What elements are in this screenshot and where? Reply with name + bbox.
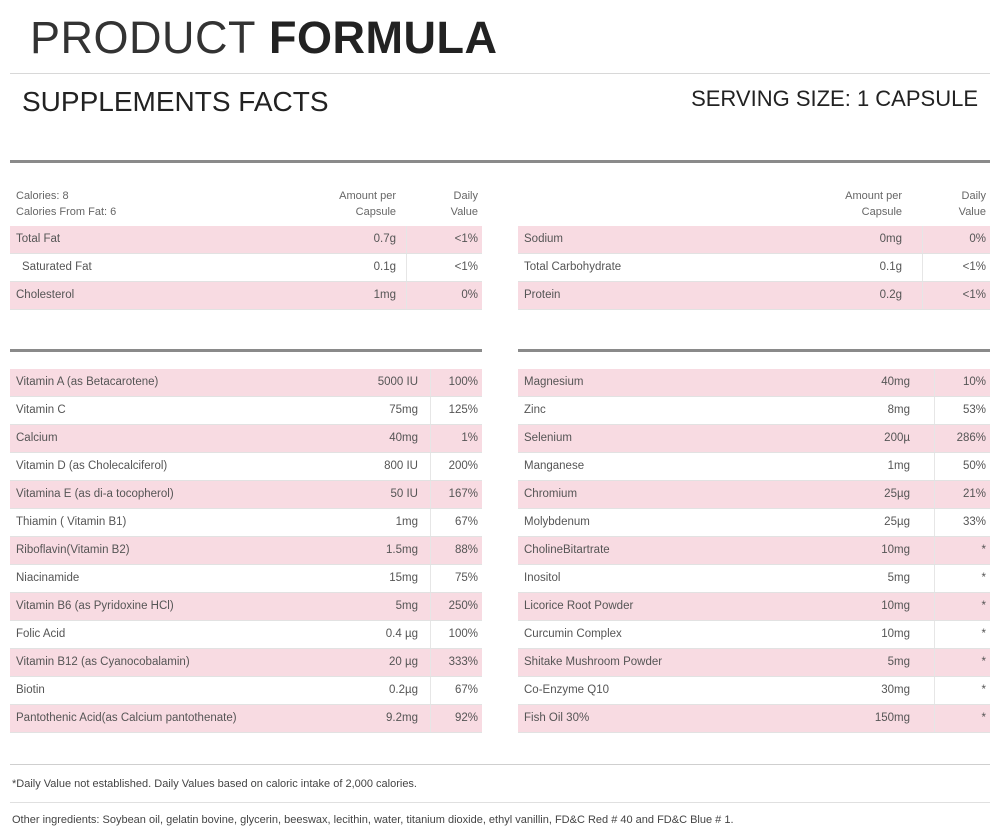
nutrient-daily-value: *	[981, 544, 986, 556]
calories-fat-label: Calories From Fat: 6	[16, 206, 117, 218]
nutrient-name: Zinc	[524, 404, 546, 416]
nutrient-daily-value: *	[981, 600, 986, 612]
nutrient-amount: 25µg	[884, 488, 910, 500]
nutrient-amount: 1.5mg	[386, 544, 418, 556]
section-heading: SUPPLEMENTS FACTS	[22, 86, 329, 117]
nutrient-daily-value: *	[981, 628, 986, 640]
nutrient-daily-value: *	[981, 712, 986, 724]
dv-header-line1: Daily	[453, 190, 478, 202]
nutrient-name: Co-Enzyme Q10	[524, 684, 610, 696]
table-row	[518, 677, 990, 705]
amount-header-line1: Amount per	[845, 190, 902, 202]
table-row	[10, 705, 482, 733]
nutrient-amount: 0.4 µg	[385, 628, 418, 640]
nutrient-daily-value: *	[981, 656, 986, 668]
table-row	[518, 509, 990, 537]
nutrient-daily-value: 67%	[454, 516, 478, 528]
nutrition-left-header	[10, 182, 482, 226]
nutrition-right-header	[518, 182, 990, 226]
nutrient-amount: 5000 IU	[377, 376, 418, 388]
nutrient-name: Calcium	[16, 432, 58, 444]
nutrient-name: Shitake Mushroom Powder	[524, 656, 663, 668]
nutrient-daily-value: 92%	[454, 712, 478, 724]
calories-label: Calories: 8	[16, 190, 69, 202]
nutrient-amount: 10mg	[881, 544, 910, 556]
nutrient-name: Riboflavin(Vitamin B2)	[16, 544, 130, 556]
nutrient-amount: 50 IU	[390, 488, 418, 500]
nutrient-daily-value: 286%	[956, 432, 986, 444]
nutrient-daily-value: 88%	[454, 544, 478, 556]
nutrient-amount: 1mg	[887, 460, 910, 472]
nutrient-daily-value: 100%	[448, 628, 478, 640]
table-row	[518, 593, 990, 621]
table-row	[518, 453, 990, 481]
nutrient-daily-value: 10%	[962, 376, 986, 388]
page-title	[30, 12, 497, 64]
nutrient-amount: 8mg	[887, 404, 910, 416]
table-row	[518, 705, 990, 733]
nutrient-name: Inositol	[524, 572, 561, 584]
table-row	[518, 397, 990, 425]
nutrient-amount: 10mg	[881, 600, 910, 612]
nutrient-daily-value: *	[981, 684, 986, 696]
table-row	[10, 593, 482, 621]
nutrient-amount: 5mg	[395, 600, 418, 612]
nutrient-name: Biotin	[16, 684, 45, 696]
vitamins-right-rule	[518, 349, 990, 352]
nutrient-name: Vitamin D (as Cholecalciferol)	[16, 460, 168, 472]
nutrient-amount: 40mg	[389, 432, 418, 444]
nutrient-name: Niacinamide	[16, 572, 80, 584]
table-row	[10, 369, 482, 397]
nutrient-daily-value: 333%	[448, 656, 478, 668]
nutrient-amount: 25µg	[884, 516, 910, 528]
table-row: Saturated Fat 0.1g <1%	[10, 254, 482, 282]
dv-header-line1: Daily	[961, 190, 986, 202]
title-divider	[10, 73, 990, 74]
dv-header-line2: Value	[958, 206, 986, 218]
vitamins-left-rule	[10, 349, 482, 352]
nutrient-amount: 200µ	[884, 432, 910, 444]
amount-header-line2: Capsule	[355, 206, 396, 218]
vitamins-right-table	[518, 369, 990, 733]
table-row	[10, 481, 482, 509]
nutrition-left-table	[10, 182, 482, 310]
nutrient-amount: 5mg	[887, 572, 910, 584]
nutrient-daily-value: 75%	[454, 572, 478, 584]
table-row	[10, 509, 482, 537]
nutrient-amount: 0.2µg	[388, 684, 418, 696]
amount-header-line1: Amount per	[339, 190, 396, 202]
table-row: Cholesterol 1mg 0%	[10, 282, 482, 310]
nutrient-daily-value: 50%	[962, 460, 986, 472]
table-row	[518, 537, 990, 565]
nutrient-name: Manganese	[524, 460, 585, 472]
nutrient-name: Vitamin C	[16, 404, 66, 416]
nutrient-daily-value: 53%	[962, 404, 986, 416]
nutrient-name: Chromium	[524, 488, 578, 500]
table-row	[10, 565, 482, 593]
nutrient-daily-value: 33%	[962, 516, 986, 528]
table-row: Total Carbohydrate 0.1g <1%	[518, 254, 990, 282]
nutrient-name: Thiamin ( Vitamin B1)	[16, 516, 127, 528]
nutrient-name: Pantothenic Acid(as Calcium pantothenate)	[16, 712, 237, 724]
nutrition-right-table	[518, 182, 990, 310]
nutrient-daily-value: 67%	[454, 684, 478, 696]
nutrient-name: Curcumin Complex	[524, 628, 622, 640]
table-row	[518, 425, 990, 453]
table-row: Sodium 0mg 0%	[518, 226, 990, 254]
nutrient-name: Molybdenum	[524, 516, 590, 528]
nutrient-amount: 10mg	[881, 628, 910, 640]
nutrient-name: Licorice Root Powder	[524, 600, 634, 612]
table-row	[10, 621, 482, 649]
table-row	[10, 425, 482, 453]
nutrient-daily-value: 21%	[962, 488, 986, 500]
table-row	[518, 369, 990, 397]
nutrient-name: CholineBitartrate	[524, 544, 610, 556]
table-row	[10, 397, 482, 425]
nutrient-name: Folic Acid	[16, 628, 66, 640]
footer-divider	[10, 764, 990, 765]
title-light: PRODUCT	[30, 12, 256, 63]
nutrient-amount: 15mg	[389, 572, 418, 584]
nutrient-daily-value: 100%	[448, 376, 478, 388]
table-row	[10, 677, 482, 705]
nutrient-amount: 150mg	[874, 712, 910, 724]
nutrient-name: Fish Oil 30%	[524, 712, 590, 724]
nutrient-daily-value: *	[981, 572, 986, 584]
nutrient-name: Vitamin A (as Betacarotene)	[16, 376, 159, 388]
vitamins-left-table	[10, 369, 482, 733]
nutrient-amount: 800 IU	[384, 460, 418, 472]
serving-size: SERVING SIZE: 1 CAPSULE	[691, 86, 978, 111]
table-row	[518, 565, 990, 593]
dv-header-line2: Value	[450, 206, 478, 218]
table-row: Total Fat 0.7g <1%	[10, 226, 482, 254]
table-row	[518, 481, 990, 509]
nutrient-daily-value: 167%	[448, 488, 478, 500]
table-row	[518, 649, 990, 677]
amount-header-line2: Capsule	[861, 206, 902, 218]
nutrient-amount: 30mg	[881, 684, 910, 696]
facts-top-rule	[10, 160, 990, 163]
table-row	[10, 453, 482, 481]
nutrient-amount: 5mg	[887, 656, 910, 668]
nutrient-name: Vitamin B6 (as Pyridoxine HCl)	[16, 600, 174, 612]
daily-value-note: *Daily Value not established. Daily Values based on caloric intake of 2,000 calories.	[12, 778, 417, 790]
nutrient-name: Vitamina E (as di-a tocopherol)	[16, 488, 174, 500]
nutrient-amount: 20 µg	[388, 656, 418, 668]
nutrient-name: Magnesium	[524, 376, 584, 388]
table-row	[10, 649, 482, 677]
nutrient-daily-value: 200%	[448, 460, 478, 472]
nutrient-amount: 1mg	[395, 516, 418, 528]
other-ingredients: Other ingredients: Soybean oil, gelatin bovine, glycerin, beeswax, lecithin, water, titanium dioxide, ethyl vanillin, FD&C Red # 40 and FD&C Blue # 1.	[12, 814, 734, 826]
nutrient-name: Selenium	[524, 432, 572, 444]
table-row	[518, 621, 990, 649]
nutrient-amount: 9.2mg	[386, 712, 418, 724]
table-row	[10, 537, 482, 565]
nutrient-daily-value: 1%	[461, 432, 478, 444]
nutrient-amount: 75mg	[389, 404, 418, 416]
table-row: Protein 0.2g <1%	[518, 282, 990, 310]
nutrient-daily-value: 125%	[448, 404, 478, 416]
nutrient-amount: 40mg	[881, 376, 910, 388]
footer-divider-2	[10, 802, 990, 803]
title-bold: FORMULA	[269, 12, 498, 63]
nutrient-name: Vitamin B12 (as Cyanocobalamin)	[16, 656, 190, 668]
nutrient-daily-value: 250%	[448, 600, 478, 612]
